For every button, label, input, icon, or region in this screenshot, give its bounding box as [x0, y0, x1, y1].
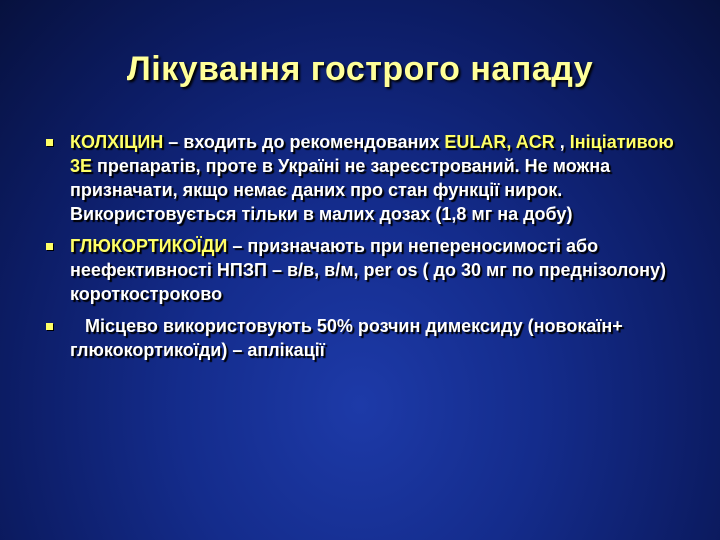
bullet-item-local-dimexide — [44, 314, 684, 362]
bullet-text: , — [554, 132, 570, 152]
bullet-item-colchicine — [44, 130, 684, 226]
square-bullet-icon — [46, 243, 53, 250]
square-bullet-icon — [46, 323, 53, 330]
bullet-text: Місцево використовують 50% розчин димексиду (новокаїн+ глюкокортикоїди) – аплікації — [70, 316, 628, 360]
slide-title: Лікування гострого нападу — [126, 50, 594, 88]
bullet-text: – призначають при непереносимості або неефективності НПЗП – в/в, в/м, per os ( до 30 мг по преднізолону) короткостроково — [70, 236, 666, 304]
bullet-list — [44, 130, 684, 370]
bullet-item-glucocorticoids — [44, 234, 684, 306]
term-3e-initiative: Ініціативою 3E — [70, 132, 674, 176]
term-glucocorticoids: ГЛЮКОРТИКОЇДИ — [70, 236, 228, 256]
square-bullet-icon — [46, 139, 53, 146]
bullet-text: препаратів, проте в Україні не зареєстрований. Не можна призначати, якщо немає даних про стан функції нирок. Використовується тільки в малих дозах (1,8 мг на добу) — [70, 156, 611, 224]
term-colchicine: КОЛХІЦИН — [70, 132, 164, 152]
bullet-text: – входить до рекомендованих — [163, 132, 445, 152]
term-eular-acr: EULAR, ACR — [444, 132, 555, 152]
